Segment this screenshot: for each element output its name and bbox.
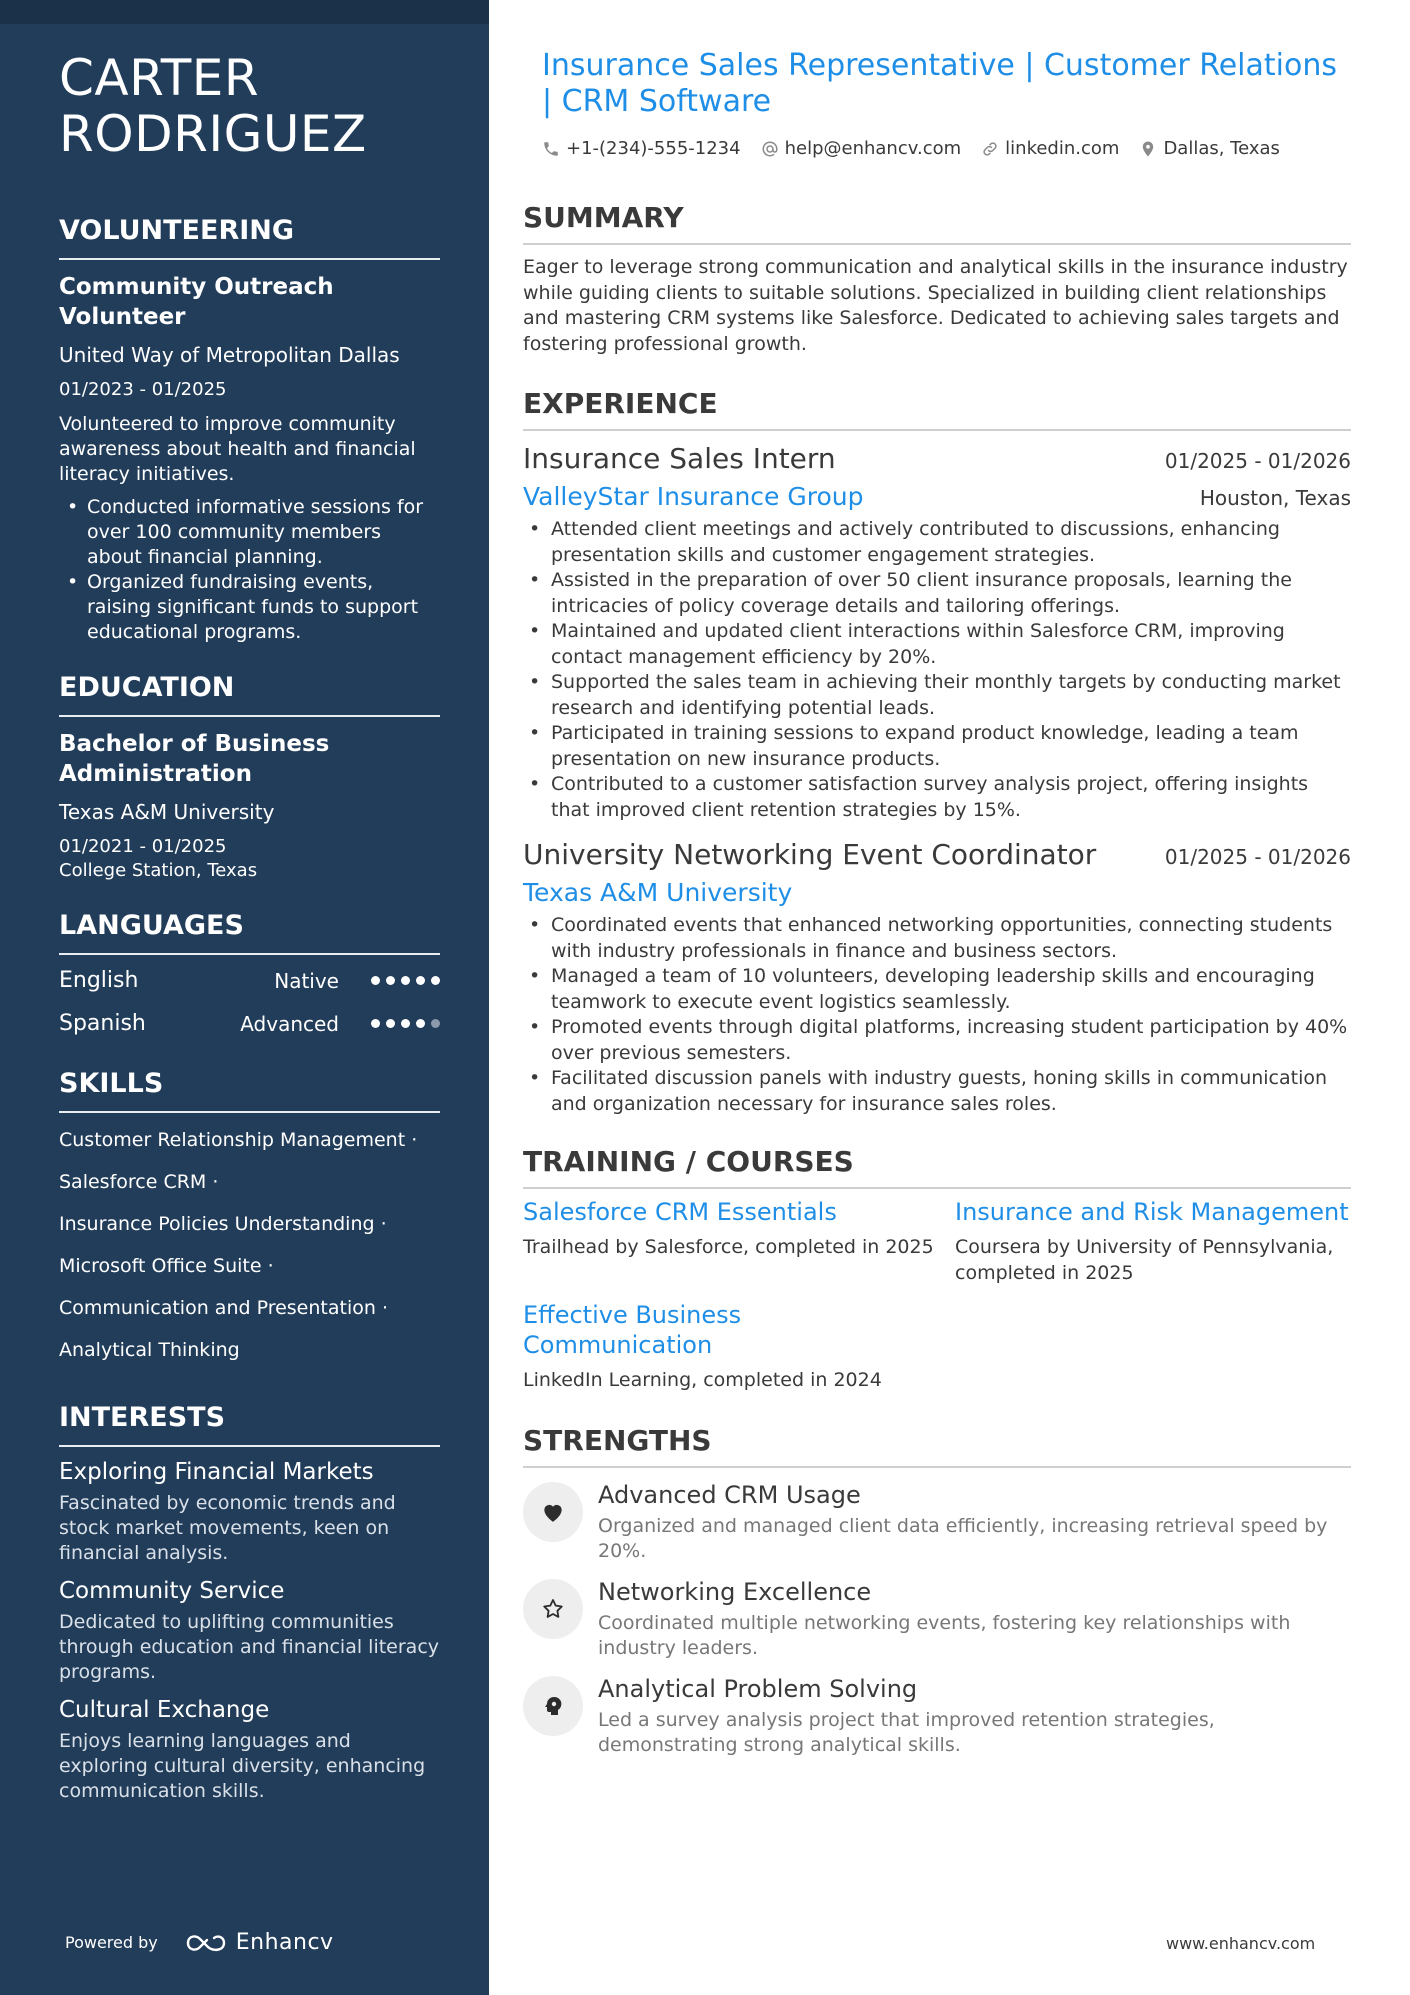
rating-dot-filled: [401, 1019, 410, 1028]
language-rating: [371, 1019, 440, 1028]
sidebar-top-bar: [0, 0, 489, 24]
volunteering-heading: VOLUNTEERING: [59, 214, 440, 260]
summary-heading: SUMMARY: [523, 201, 1351, 245]
training-heading: TRAINING / COURSES: [523, 1145, 1351, 1189]
course-title: Effective Business Communication: [523, 1301, 742, 1359]
rating-dot-filled: [386, 1019, 395, 1028]
education-location: College Station, Texas: [59, 860, 258, 881]
rating-dot-filled: [386, 976, 395, 985]
enhancv-logo[interactable]: [184, 1930, 334, 1955]
volunteer-bullets: [59, 495, 440, 645]
strengths-section: [523, 1424, 1351, 1759]
contact-email[interactable]: [761, 138, 962, 159]
interest-title: Exploring Financial Markets: [59, 1459, 374, 1485]
experience-section: [523, 387, 1351, 1117]
experience-heading: EXPERIENCE: [523, 387, 1351, 431]
education-school: Texas A&M University: [59, 800, 275, 824]
rating-dot-filled: [401, 976, 410, 985]
phone-icon: [542, 140, 560, 158]
job-dates: 01/2025 - 01/2026: [1164, 845, 1351, 869]
course-description: LinkedIn Learning, completed in 2024: [523, 1369, 882, 1391]
strength-description: Coordinated multiple networking events, fostering key relationships with industry leaders.: [598, 1611, 1291, 1659]
strength-description: Organized and managed client data efficiently, increasing retrieval speed by 20%.: [598, 1514, 1328, 1562]
summary-section: [523, 201, 1351, 357]
contact-phone[interactable]: [542, 138, 741, 159]
job-company: Texas A&M University: [523, 878, 793, 907]
job-header: [523, 439, 1351, 479]
job-company: ValleyStar Insurance Group: [523, 482, 864, 511]
rating-dot-empty: [431, 1019, 440, 1028]
interest-item: [59, 1695, 440, 1804]
interests-section: [59, 1401, 440, 1804]
languages-section: [59, 909, 440, 1045]
language-row: [59, 1002, 440, 1045]
strength-item: [523, 1575, 1351, 1662]
job-dates: 01/2025 - 01/2026: [1164, 449, 1351, 473]
courses-grid: [523, 1197, 1351, 1394]
job-bullets: [523, 517, 1351, 823]
job-bullet: • Assisted in the preparation of over 50 client insurance proposals, learning the intricacies of policy coverage details and tailoring offerings.: [523, 568, 1351, 619]
job-bullets: [523, 913, 1351, 1117]
course-item: [955, 1197, 1351, 1286]
star-icon: [523, 1579, 583, 1639]
course-item: [523, 1197, 955, 1286]
powered-by-label: Powered by: [65, 1933, 158, 1952]
rating-dot-filled: [431, 976, 440, 985]
at-icon: [761, 140, 779, 158]
education-section: [59, 671, 440, 883]
location-text: Dallas, Texas: [1163, 138, 1280, 159]
summary-text: Eager to leverage strong communication and analytical skills in the insurance industry while guiding clients to suitable solutions. Specialized in building client relationships and mastering CRM systems like Salesforce. Dedicated to achieving sales targets and fostering professional growth.: [523, 256, 1348, 355]
volunteer-description: Volunteered to improve community awareness about health and financial literacy initiatives.: [59, 413, 416, 485]
interest-item: [59, 1457, 440, 1566]
course-description: Trailhead by Salesforce, completed in 2025: [523, 1236, 934, 1258]
language-name: Spanish: [59, 1011, 146, 1036]
strengths-heading: STRENGTHS: [523, 1424, 1351, 1468]
heart-icon: [523, 1482, 583, 1542]
experience-entry: [523, 439, 1351, 823]
language-level: Advanced: [240, 1011, 339, 1036]
contact-linkedin[interactable]: [981, 138, 1119, 159]
skills-heading: SKILLS: [59, 1067, 440, 1113]
course-title: Salesforce CRM Essentials: [523, 1198, 837, 1226]
job-bullet: • Coordinated events that enhanced networking opportunities, connecting students with industry professionals in finance and business sectors.: [523, 913, 1351, 964]
education-heading: EDUCATION: [59, 671, 440, 717]
location-pin-icon: [1139, 140, 1157, 158]
interests-heading: INTERESTS: [59, 1401, 440, 1447]
rating-dot-filled: [416, 1019, 425, 1028]
volunteer-bullet: • Conducted informative sessions for over 100 community members about financial planning.: [59, 495, 440, 570]
volunteer-dates: 01/2023 - 01/2025: [59, 379, 227, 400]
job-bullet: • Managed a team of 10 volunteers, developing leadership skills and encouraging teamwork to execute event logistics seamlessly.: [523, 964, 1351, 1015]
interest-title: Community Service: [59, 1578, 285, 1604]
strength-title: Networking Excellence: [598, 1577, 872, 1606]
course-title: Insurance and Risk Management: [955, 1198, 1349, 1226]
language-name: English: [59, 968, 139, 993]
email-text: help@enhancv.com: [784, 138, 962, 159]
link-icon: [981, 140, 999, 158]
education-dates: 01/2021 - 01/2025: [59, 836, 227, 857]
job-bullet: • Contributed to a customer satisfaction survey analysis project, offering insights that improved client retention strategies by 15%.: [523, 772, 1351, 823]
job-bullet: • Supported the sales team in achieving their monthly targets by conducting market research and identifying potential leads.: [523, 670, 1351, 721]
job-bullet: • Attended client meetings and actively contributed to discussions, enhancing presentation skills and customer engagement strategies.: [523, 517, 1351, 568]
rating-dot-filled: [416, 976, 425, 985]
interest-description: Enjoys learning languages and exploring cultural diversity, enhancing communication skills.: [59, 1730, 426, 1802]
powered-by: [65, 1930, 334, 1955]
rating-dot-filled: [371, 976, 380, 985]
candidate-name: CARTER RODRIGUEZ: [59, 49, 367, 163]
training-section: [523, 1145, 1351, 1394]
experience-entry: [523, 835, 1351, 1117]
sidebar-content: [59, 50, 440, 1804]
volunteer-role: Community Outreach Volunteer: [59, 274, 334, 330]
job-title: Insurance Sales Intern: [523, 442, 836, 475]
strength-title: Analytical Problem Solving: [598, 1674, 918, 1703]
brain-head-icon: [523, 1676, 583, 1736]
strength-body: [598, 1575, 1351, 1662]
volunteer-bullet: • Organized fundraising events, raising significant funds to support educational programs.: [59, 570, 440, 645]
job-subheader: [523, 875, 1351, 911]
resume-headline: Insurance Sales Representative | Customer Relations | CRM Software: [542, 48, 1337, 119]
sidebar: [0, 0, 489, 1995]
job-location: Houston, Texas: [1199, 486, 1351, 510]
linkedin-text: linkedin.com: [1005, 138, 1120, 159]
job-subheader: [523, 479, 1351, 515]
job-title: University Networking Event Coordinator: [523, 838, 1097, 871]
strength-title: Advanced CRM Usage: [598, 1480, 861, 1509]
rating-dot-filled: [371, 1019, 380, 1028]
volunteer-organization: United Way of Metropolitan Dallas: [59, 343, 400, 367]
interest-description: Dedicated to uplifting communities through education and financial literacy programs.: [59, 1611, 440, 1683]
skill-item: Customer Relationship Management ·: [59, 1129, 418, 1151]
job-bullet: • Facilitated discussion panels with industry guests, honing skills in communication and organization necessary for insurance sales roles.: [523, 1066, 1351, 1117]
interest-item: [59, 1576, 440, 1685]
phone-text: +1-(234)-555-1234: [566, 138, 741, 159]
footer-website-link[interactable]: www.enhancv.com: [1166, 1934, 1316, 1953]
skills-section: [59, 1067, 440, 1371]
education-degree: Bachelor of Business Administration: [59, 731, 330, 787]
contact-bar: [523, 138, 1351, 159]
skill-item: Communication and Presentation ·: [59, 1297, 388, 1319]
strength-item: [523, 1672, 1351, 1759]
languages-heading: LANGUAGES: [59, 909, 440, 955]
strength-body: [598, 1478, 1351, 1565]
job-header: [523, 835, 1351, 875]
strength-description: Led a survey analysis project that improved retention strategies, demonstrating strong analytical skills.: [598, 1708, 1215, 1756]
contact-location: [1139, 138, 1280, 159]
interest-description: Fascinated by economic trends and stock market movements, keen on financial analysis.: [59, 1492, 396, 1564]
main-content: [523, 48, 1351, 1759]
interest-title: Cultural Exchange: [59, 1697, 270, 1723]
enhancv-logo-icon: [184, 1931, 230, 1955]
skill-item: Microsoft Office Suite ·: [59, 1255, 274, 1277]
skills-list: [59, 1119, 440, 1371]
strength-item: [523, 1478, 1351, 1565]
skill-item: Insurance Policies Understanding ·: [59, 1213, 387, 1235]
volunteering-section: [59, 214, 440, 645]
course-description: Coursera by University of Pennsylvania, completed in 2025: [955, 1236, 1334, 1284]
strength-body: [598, 1672, 1351, 1759]
skill-item: Analytical Thinking: [59, 1339, 240, 1361]
language-level: Native: [274, 968, 339, 993]
language-rating: [371, 976, 440, 985]
skill-item: Salesforce CRM ·: [59, 1171, 219, 1193]
course-item: [523, 1300, 955, 1394]
language-row: [59, 959, 440, 1002]
job-bullet: • Promoted events through digital platforms, increasing student participation by 40% over previous semesters.: [523, 1015, 1351, 1066]
job-bullet: • Maintained and updated client interactions within Salesforce CRM, improving contact management efficiency by 20%.: [523, 619, 1351, 670]
job-bullet: • Participated in training sessions to expand product knowledge, leading a team presentation on new insurance products.: [523, 721, 1351, 772]
enhancv-brand-text: Enhancv: [235, 1930, 334, 1955]
